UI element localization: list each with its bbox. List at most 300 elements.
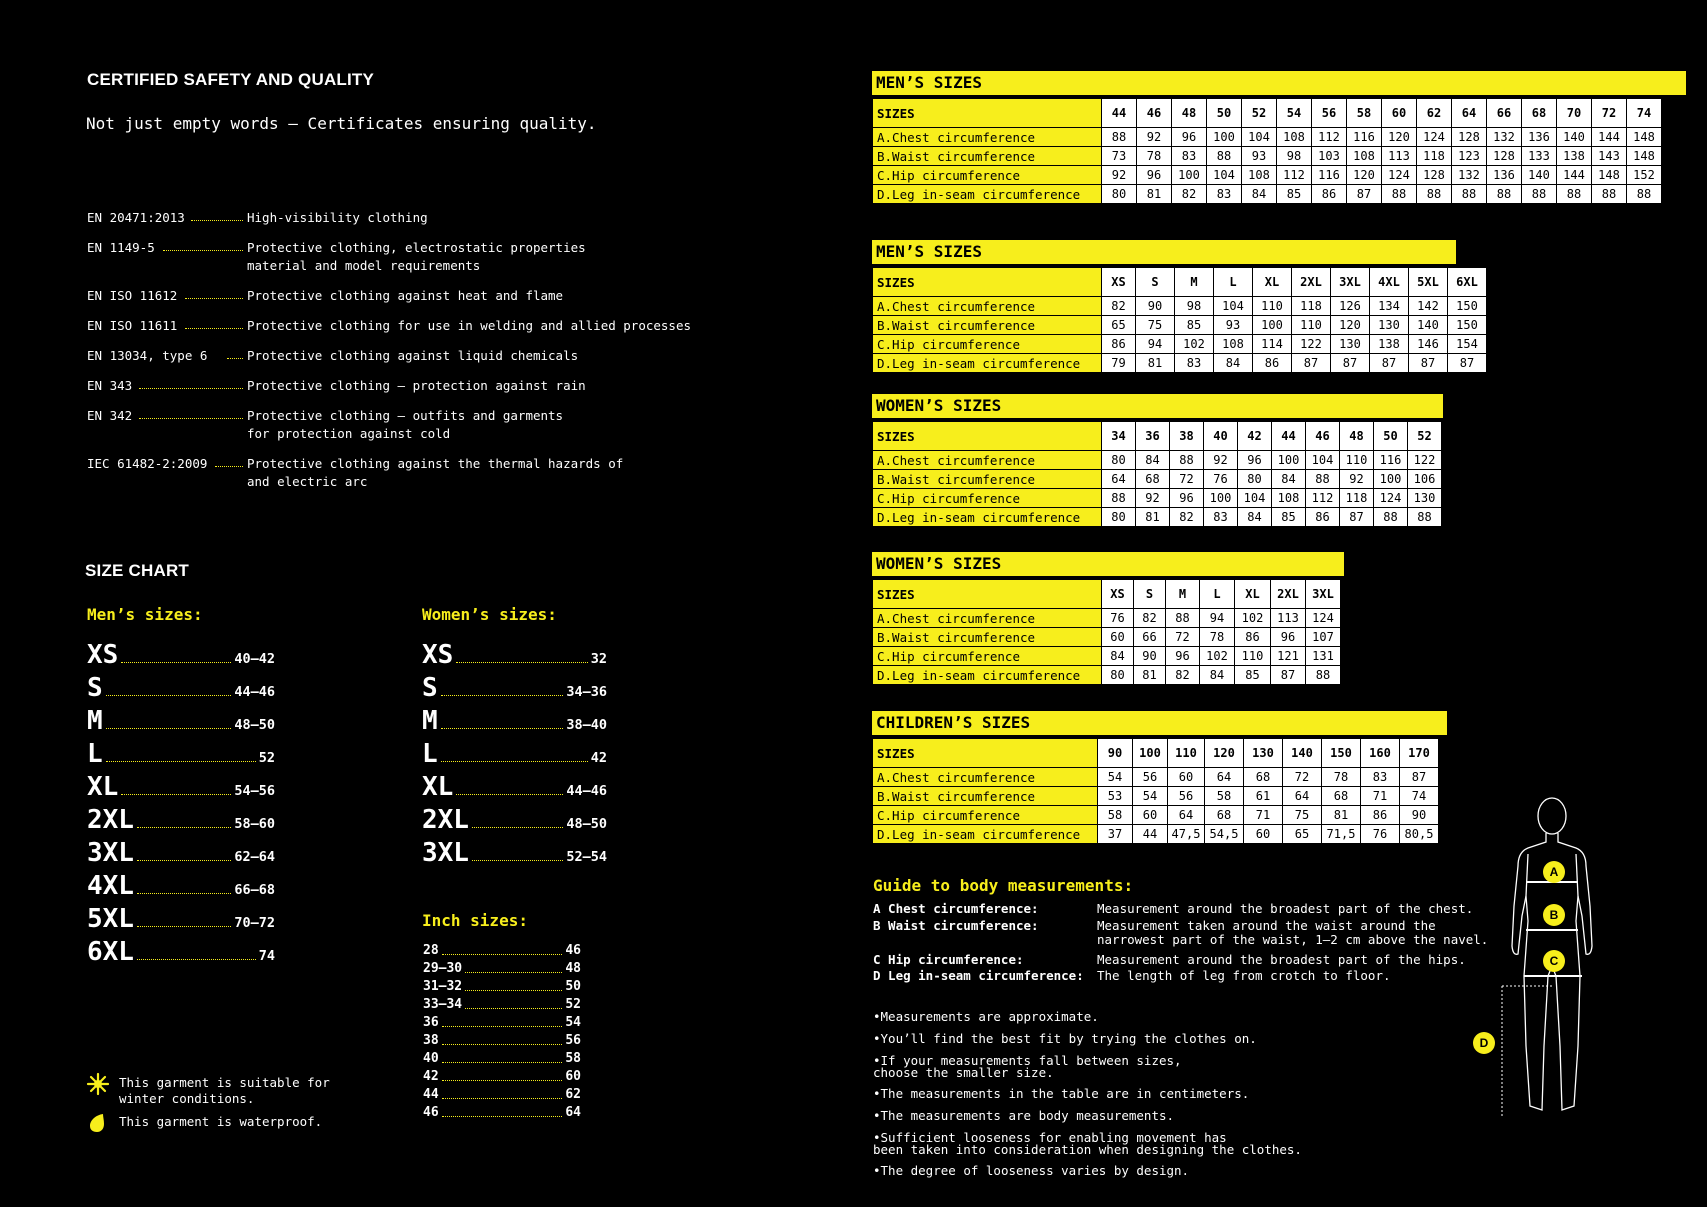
bullet: •: [873, 1053, 881, 1068]
note-item: [873, 1132, 1302, 1156]
table-header-cell: 56: [1312, 99, 1347, 128]
size-value: 40–42: [234, 651, 275, 667]
table-cell: 124: [1382, 166, 1417, 185]
table-cell: 87: [1331, 354, 1370, 373]
table-cell: 134: [1370, 297, 1409, 316]
leader-dots: [442, 1098, 563, 1099]
leader-dots: [442, 1026, 563, 1027]
table-header-label: SIZES: [873, 580, 1102, 609]
table-cell: 83: [1207, 185, 1242, 204]
table-cell: 60: [1168, 768, 1205, 787]
table-row: [873, 489, 1442, 508]
table-header-cell: 110: [1168, 739, 1205, 768]
table-cell: 71: [1244, 806, 1283, 825]
size-value: 56: [565, 1033, 581, 1048]
table-cell: 81: [1136, 354, 1175, 373]
certified-title: CERTIFIED SAFETY AND QUALITY: [87, 70, 375, 89]
table-cell: 100: [1374, 470, 1408, 489]
table-cell: 96: [1166, 647, 1200, 666]
table-header-cell: 90: [1098, 739, 1133, 768]
table-row: [873, 508, 1442, 527]
table-cell: 100: [1172, 166, 1207, 185]
row-label: A.Chest circumference: [873, 451, 1102, 470]
table-cell: 76: [1361, 825, 1400, 844]
table-cell: 104: [1238, 489, 1272, 508]
leader-dots: [456, 794, 563, 795]
table-cell: 140: [1522, 166, 1557, 185]
table-cell: 71: [1361, 787, 1400, 806]
table-header-cell: 62: [1417, 99, 1452, 128]
size-value: 74: [258, 948, 275, 964]
size-label: XL: [422, 772, 454, 802]
size-label: L: [87, 739, 103, 769]
table-cell: 82: [1134, 609, 1166, 628]
leader-dots: [163, 250, 243, 251]
table-cell: 110: [1292, 316, 1331, 335]
note-text: The measurements are body measurements.: [880, 1108, 1175, 1123]
table-header-cell: 150: [1322, 739, 1361, 768]
size-value: 44–46: [566, 783, 607, 799]
row-label: A.Chest circumference: [873, 297, 1102, 316]
table-cell: 106: [1408, 470, 1442, 489]
table-cell: 90: [1136, 297, 1175, 316]
table-cell: 73: [1102, 147, 1137, 166]
table-cell: 110: [1235, 647, 1271, 666]
table-cell: 92: [1136, 489, 1170, 508]
table-cell: 58: [1205, 787, 1244, 806]
table-header-cell: 44: [1102, 99, 1137, 128]
guide-term: A Chest circumference:: [873, 901, 1039, 916]
table-cell: 79: [1102, 354, 1136, 373]
table-cell: 138: [1370, 335, 1409, 354]
table-cell: 82: [1102, 297, 1136, 316]
table-header-cell: 44: [1272, 422, 1306, 451]
waterproof-legend-text: This garment is waterproof.: [119, 1114, 323, 1129]
table-cell: 110: [1340, 451, 1374, 470]
row-label: D.Leg in-seam circumference: [873, 508, 1102, 527]
body-figure: [1466, 796, 1616, 1118]
table-cell: 64: [1168, 806, 1205, 825]
table-cell: 120: [1331, 316, 1370, 335]
table-title: WOMEN’S SIZES: [872, 552, 1344, 576]
table-cell: 78: [1200, 628, 1235, 647]
note-text: Sufficient looseness for enabling movement has been taken into consideration when designing the clothes.: [873, 1130, 1302, 1157]
leader-dots: [472, 860, 563, 861]
table-cell: 112: [1306, 489, 1340, 508]
certificate-description: High-visibility clothing: [247, 210, 428, 225]
bullet: •: [873, 1086, 881, 1101]
table-cell: 68: [1136, 470, 1170, 489]
table-cell: 54: [1098, 768, 1133, 787]
table-cell: 108: [1277, 128, 1312, 147]
table-row: [873, 825, 1439, 844]
size-label: 4XL: [87, 871, 134, 901]
table-cell: 150: [1448, 297, 1487, 316]
guide-title: Guide to body measurements:: [873, 876, 1134, 895]
leader-dots: [106, 761, 256, 762]
table-cell: 88: [1592, 185, 1627, 204]
table-cell: 92: [1102, 166, 1137, 185]
table-cell: 60: [1102, 628, 1134, 647]
table-cell: 65: [1102, 316, 1136, 335]
table-cell: 88: [1374, 508, 1408, 527]
certificate-code: EN 342: [87, 408, 133, 423]
leader-dots: [139, 388, 243, 389]
table-cell: 148: [1592, 166, 1627, 185]
guide-term: D Leg in-seam circumference:: [873, 968, 1084, 983]
table-header-cell: 52: [1242, 99, 1277, 128]
table-cell: 80: [1102, 508, 1136, 527]
table-cell: 68: [1322, 787, 1361, 806]
table-header-cell: 2XL: [1271, 580, 1306, 609]
table-header-cell: M: [1175, 268, 1214, 297]
womens-sizes-title: Women’s sizes:: [422, 605, 557, 624]
table-cell: 108: [1242, 166, 1277, 185]
table-cell: 148: [1627, 128, 1662, 147]
table-cell: 61: [1244, 787, 1283, 806]
table-cell: 131: [1306, 647, 1341, 666]
table-cell: 93: [1214, 316, 1253, 335]
guide-definition: The length of leg from crotch to floor.: [1097, 968, 1391, 983]
table-header-cell: 38: [1170, 422, 1204, 451]
table-header-cell: 140: [1283, 739, 1322, 768]
note-item: [873, 1033, 1257, 1045]
table-row: [873, 628, 1341, 647]
table-cell: 47,5: [1168, 825, 1205, 844]
table-cell: 122: [1292, 335, 1331, 354]
row-label: A.Chest circumference: [873, 768, 1098, 787]
guide-definition: Measurement around the broadest part of the hips.: [1097, 952, 1466, 967]
table-cell: 113: [1382, 147, 1417, 166]
table-cell: 65: [1283, 825, 1322, 844]
table-row: [873, 335, 1487, 354]
row-label: B.Waist circumference: [873, 316, 1102, 335]
table-cell: 102: [1200, 647, 1235, 666]
table-cell: 92: [1204, 451, 1238, 470]
size-item: [423, 1066, 581, 1084]
table-cell: 81: [1137, 185, 1172, 204]
leader-dots: [465, 972, 562, 973]
table-cell: 128: [1487, 147, 1522, 166]
table-cell: 88: [1207, 147, 1242, 166]
size-value: 66–68: [234, 882, 275, 898]
row-label: D.Leg in-seam circumference: [873, 185, 1102, 204]
size-item: [87, 671, 275, 701]
table-cell: 84: [1102, 647, 1134, 666]
size-item: [423, 976, 581, 994]
figure-label-c: C: [1549, 954, 1559, 968]
row-label: B.Waist circumference: [873, 470, 1102, 489]
table-cell: 76: [1102, 609, 1134, 628]
table-header-cell: 2XL: [1292, 268, 1331, 297]
table-cell: 78: [1137, 147, 1172, 166]
table-cell: 116: [1312, 166, 1347, 185]
size-item: [87, 935, 275, 965]
table-cell: 84: [1136, 451, 1170, 470]
table-cell: 83: [1172, 147, 1207, 166]
table-cell: 140: [1557, 128, 1592, 147]
table-cell: 86: [1235, 628, 1271, 647]
table-cell: 110: [1253, 297, 1292, 316]
table-cell: 64: [1205, 768, 1244, 787]
row-label: D.Leg in-seam circumference: [873, 354, 1102, 373]
table-cell: 87: [1292, 354, 1331, 373]
table-cell: 88: [1627, 185, 1662, 204]
size-table: [872, 421, 1442, 527]
row-label: C.Hip circumference: [873, 489, 1102, 508]
size-item: [423, 1030, 581, 1048]
table-cell: 118: [1292, 297, 1331, 316]
table-cell: 68: [1244, 768, 1283, 787]
womens-sizes-table-letter: [872, 552, 1344, 685]
certificate-description: Protective clothing against the thermal hazards of and electric arc: [247, 456, 624, 489]
table-cell: 86: [1361, 806, 1400, 825]
table-cell: 113: [1271, 609, 1306, 628]
size-item: [423, 1048, 581, 1066]
table-row: [873, 451, 1442, 470]
leader-dots: [137, 926, 231, 927]
size-value: 58: [565, 1051, 581, 1066]
size-label: 40: [423, 1051, 439, 1066]
table-cell: 82: [1170, 508, 1204, 527]
table-cell: 78: [1322, 768, 1361, 787]
womens-sizes-table-numeric: [872, 394, 1443, 527]
table-cell: 72: [1283, 768, 1322, 787]
size-value: 46: [565, 943, 581, 958]
size-value: 64: [565, 1105, 581, 1120]
certificate-code: IEC 61482-2:2009: [87, 456, 208, 471]
leader-dots: [442, 1080, 563, 1081]
table-cell: 64: [1283, 787, 1322, 806]
table-header-cell: 3XL: [1331, 268, 1370, 297]
size-label: S: [422, 673, 438, 703]
table-header-cell: 34: [1102, 422, 1136, 451]
table-cell: 120: [1347, 166, 1382, 185]
size-label: 46: [423, 1105, 439, 1120]
table-cell: 68: [1205, 806, 1244, 825]
leader-dots: [442, 954, 563, 955]
bullet: •: [873, 1031, 881, 1046]
size-label: 42: [423, 1069, 439, 1084]
size-label: 2XL: [87, 805, 134, 835]
snowflake-icon: [86, 1072, 110, 1096]
table-row: [873, 354, 1487, 373]
table-cell: 100: [1204, 489, 1238, 508]
size-label: 3XL: [87, 838, 134, 868]
leader-dots: [215, 466, 243, 467]
table-cell: 112: [1312, 128, 1347, 147]
size-item: [422, 803, 607, 833]
size-item: [423, 1102, 581, 1120]
size-item: [422, 770, 607, 800]
table-cell: 74: [1400, 787, 1439, 806]
certificate-description: Protective clothing – protection against rain: [247, 378, 586, 393]
table-cell: 88: [1102, 128, 1137, 147]
table-cell: 102: [1175, 335, 1214, 354]
size-value: 48–50: [234, 717, 275, 733]
size-item: [423, 1012, 581, 1030]
table-cell: 87: [1340, 508, 1374, 527]
table-header-cell: XS: [1102, 268, 1136, 297]
table-cell: 82: [1172, 185, 1207, 204]
table-cell: 76: [1204, 470, 1238, 489]
table-header-cell: 52: [1408, 422, 1442, 451]
table-header-cell: 58: [1347, 99, 1382, 128]
table-cell: 56: [1168, 787, 1205, 806]
leader-dots: [185, 298, 243, 299]
table-cell: 88: [1306, 666, 1341, 685]
size-value: 52: [258, 750, 275, 766]
size-value: 48: [565, 961, 581, 976]
table-cell: 94: [1200, 609, 1235, 628]
table-header-cell: 70: [1557, 99, 1592, 128]
leader-dots: [106, 695, 232, 696]
table-header-cell: 3XL: [1306, 580, 1341, 609]
table-header-cell: S: [1136, 268, 1175, 297]
leader-dots: [191, 220, 243, 221]
size-value: 70–72: [234, 915, 275, 931]
note-text: If your measurements fall between sizes, choose the smaller size.: [873, 1053, 1182, 1080]
table-header-cell: 130: [1244, 739, 1283, 768]
table-header-cell: 50: [1207, 99, 1242, 128]
table-cell: 126: [1331, 297, 1370, 316]
table-title: CHILDREN’S SIZES: [872, 711, 1447, 735]
table-cell: 86: [1253, 354, 1292, 373]
table-cell: 81: [1322, 806, 1361, 825]
figure-label-a: A: [1549, 865, 1559, 879]
table-cell: 88: [1382, 185, 1417, 204]
table-header-cell: 160: [1361, 739, 1400, 768]
table-header-cell: 48: [1340, 422, 1374, 451]
note-text: The degree of looseness varies by design.: [880, 1163, 1190, 1178]
table-row: [873, 185, 1662, 204]
table-cell: 102: [1235, 609, 1271, 628]
table-cell: 88: [1306, 470, 1340, 489]
table-cell: 92: [1340, 470, 1374, 489]
table-header-cell: 48: [1172, 99, 1207, 128]
table-cell: 136: [1487, 166, 1522, 185]
size-item: [422, 638, 607, 668]
size-item: [423, 1084, 581, 1102]
table-cell: 124: [1306, 609, 1341, 628]
guide-definition: Measurement around the broadest part of the chest.: [1097, 901, 1474, 916]
table-cell: 130: [1370, 316, 1409, 335]
table-cell: 108: [1347, 147, 1382, 166]
table-cell: 81: [1134, 666, 1166, 685]
certificate-description: Protective clothing, electrostatic properties material and model requirements: [247, 240, 586, 273]
certificate-description: Protective clothing against liquid chemicals: [247, 348, 579, 363]
size-label: 31–32: [423, 979, 463, 994]
size-label: S: [87, 673, 103, 703]
note-item: [873, 1088, 1249, 1100]
table-cell: 100: [1272, 451, 1306, 470]
table-cell: 75: [1136, 316, 1175, 335]
row-label: A.Chest circumference: [873, 128, 1102, 147]
size-value: 62: [565, 1087, 581, 1102]
table-header-cell: 100: [1133, 739, 1168, 768]
size-item: [423, 994, 581, 1012]
certificate-description: Protective clothing against heat and flame: [247, 288, 564, 303]
size-label: 29–30: [423, 961, 463, 976]
table-row: [873, 470, 1442, 489]
table-cell: 87: [1271, 666, 1306, 685]
size-table: [872, 738, 1439, 844]
size-value: 32: [590, 651, 607, 667]
table-cell: 142: [1409, 297, 1448, 316]
size-label: 38: [423, 1033, 439, 1048]
row-label: D.Leg in-seam circumference: [873, 666, 1102, 685]
row-label: D.Leg in-seam circumference: [873, 825, 1098, 844]
table-cell: 120: [1382, 128, 1417, 147]
table-cell: 87: [1409, 354, 1448, 373]
size-label: M: [87, 706, 103, 736]
leader-dots: [121, 794, 231, 795]
size-table: [872, 98, 1662, 204]
size-value: 62–64: [234, 849, 275, 865]
table-cell: 80: [1238, 470, 1272, 489]
table-cell: 83: [1204, 508, 1238, 527]
guide-term: C Hip circumference:: [873, 952, 1024, 967]
table-cell: 121: [1271, 647, 1306, 666]
table-header-cell: L: [1200, 580, 1235, 609]
table-cell: 96: [1271, 628, 1306, 647]
table-cell: 132: [1487, 128, 1522, 147]
size-item: [422, 737, 607, 767]
size-value: 50: [565, 979, 581, 994]
table-cell: 96: [1172, 128, 1207, 147]
figure-label-d: D: [1479, 1036, 1489, 1050]
size-item: [87, 803, 275, 833]
certificate-code: EN 343: [87, 378, 133, 393]
size-item: [87, 704, 275, 734]
note-text: Measurements are approximate.: [880, 1009, 1099, 1024]
table-cell: 72: [1166, 628, 1200, 647]
table-header-cell: 64: [1452, 99, 1487, 128]
table-cell: 96: [1170, 489, 1204, 508]
bullet: •: [873, 1009, 881, 1024]
mens-sizes-table-numeric: [872, 71, 1686, 204]
leader-dots: [442, 1062, 563, 1063]
size-item: [422, 704, 607, 734]
table-header-label: SIZES: [873, 422, 1102, 451]
certificate-code: EN 20471:2013: [87, 210, 185, 225]
table-cell: 104: [1214, 297, 1253, 316]
leader-dots: [442, 1044, 563, 1045]
table-cell: 108: [1272, 489, 1306, 508]
size-item: [87, 869, 275, 899]
table-cell: 92: [1137, 128, 1172, 147]
leader-dots: [465, 1008, 562, 1009]
table-cell: 84: [1272, 470, 1306, 489]
leader-dots: [442, 1116, 563, 1117]
table-row: [873, 316, 1487, 335]
certificate-description: Protective clothing for use in welding and allied processes: [247, 318, 692, 333]
table-header-cell: 50: [1374, 422, 1408, 451]
size-item: [87, 737, 275, 767]
size-item: [87, 902, 275, 932]
size-value: 48–50: [566, 816, 607, 832]
bullet: •: [873, 1130, 881, 1145]
table-cell: 44: [1133, 825, 1168, 844]
leader-dots: [137, 893, 231, 894]
table-cell: 132: [1452, 166, 1487, 185]
table-cell: 37: [1098, 825, 1133, 844]
table-cell: 146: [1409, 335, 1448, 354]
table-cell: 116: [1347, 128, 1382, 147]
table-cell: 81: [1136, 508, 1170, 527]
table-header-label: SIZES: [873, 739, 1098, 768]
certificate-code: EN 13034, type 6: [87, 348, 208, 363]
